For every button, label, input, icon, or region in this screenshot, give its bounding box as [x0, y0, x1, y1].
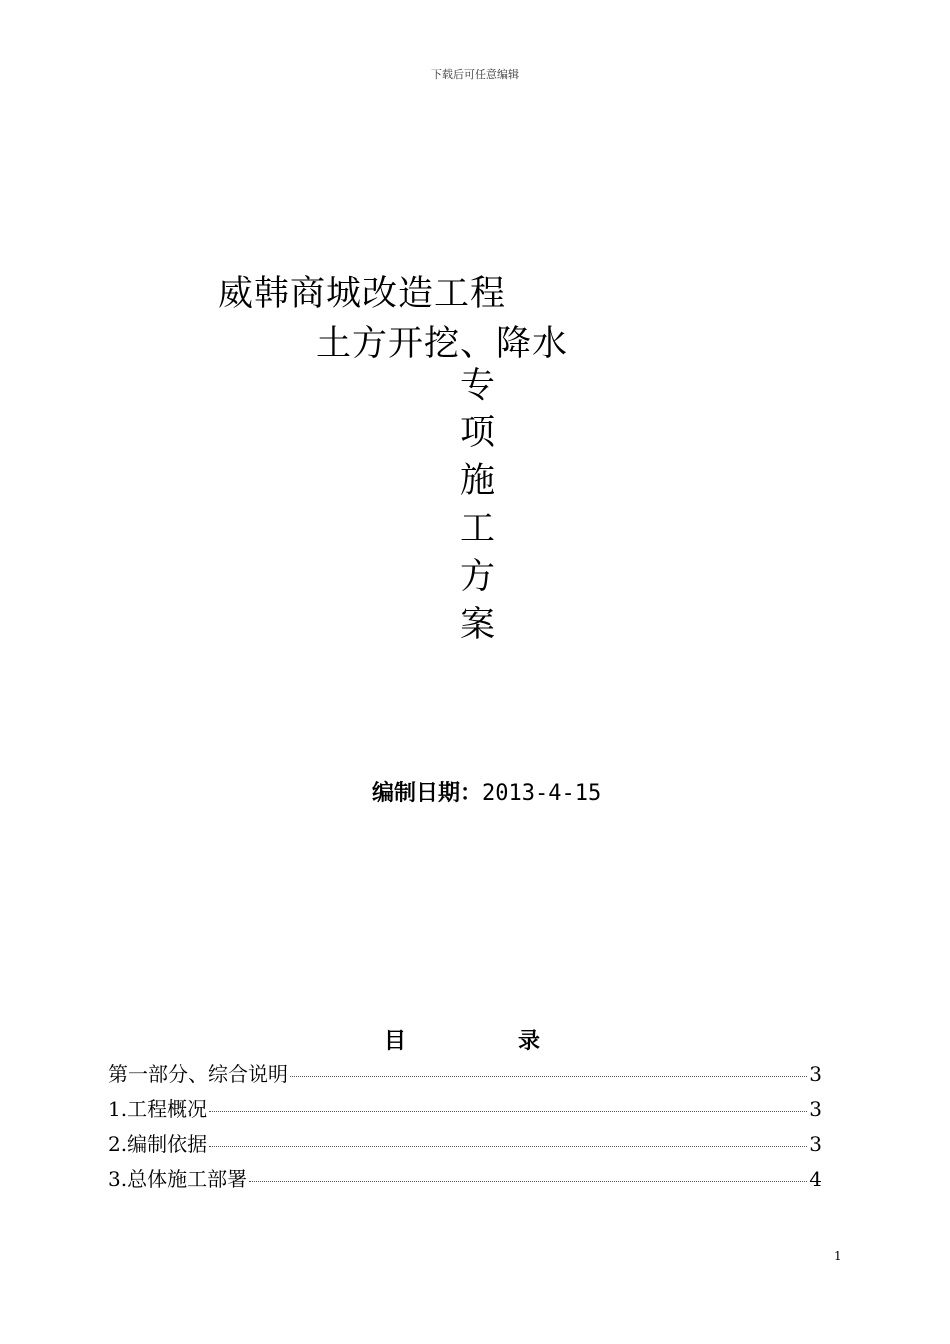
compile-date [372, 776, 601, 807]
header-note: 下载后可任意编辑 [431, 68, 519, 81]
compile-date-label: 编制日期： [372, 781, 483, 806]
table-of-contents [108, 1058, 822, 1198]
document-title-line-2: 土方开挖、降水 [316, 324, 569, 364]
toc-entry[interactable] [108, 1093, 822, 1128]
toc-entry[interactable] [108, 1128, 822, 1163]
vertical-title-char: 施 [460, 461, 496, 501]
toc-leader-dots [249, 1181, 807, 1182]
toc-leader-dots [209, 1111, 807, 1112]
toc-leader-dots [290, 1076, 807, 1077]
toc-entry-label: 2.编制依据 [108, 1132, 208, 1156]
vertical-title-char: 方 [460, 557, 496, 597]
vertical-title-char: 案 [460, 605, 496, 645]
toc-entry[interactable] [108, 1163, 822, 1198]
vertical-title-char: 工 [460, 509, 496, 549]
compile-date-value: 2013-4-15 [482, 781, 602, 806]
page-number: 1 [834, 1249, 842, 1263]
toc-leader-dots [209, 1146, 807, 1147]
toc-heading-char: 目 [384, 1029, 407, 1054]
toc-heading-char: 录 [518, 1029, 541, 1054]
toc-entry-label: 3.总体施工部署 [108, 1167, 248, 1191]
document-title-line-1: 威韩商城改造工程 [218, 274, 507, 314]
toc-entry-label: 1.工程概况 [108, 1097, 208, 1121]
toc-heading [384, 1024, 540, 1055]
toc-entry-label: 第一部分、综合说明 [108, 1062, 288, 1086]
vertical-title-char: 项 [460, 413, 496, 453]
toc-entry[interactable] [108, 1058, 822, 1093]
toc-entry-page: 3 [809, 1132, 822, 1156]
toc-entry-page: 4 [809, 1167, 822, 1191]
toc-entry-page: 3 [809, 1097, 822, 1121]
vertical-title-char: 专 [460, 366, 496, 406]
toc-entry-page: 3 [809, 1062, 822, 1086]
